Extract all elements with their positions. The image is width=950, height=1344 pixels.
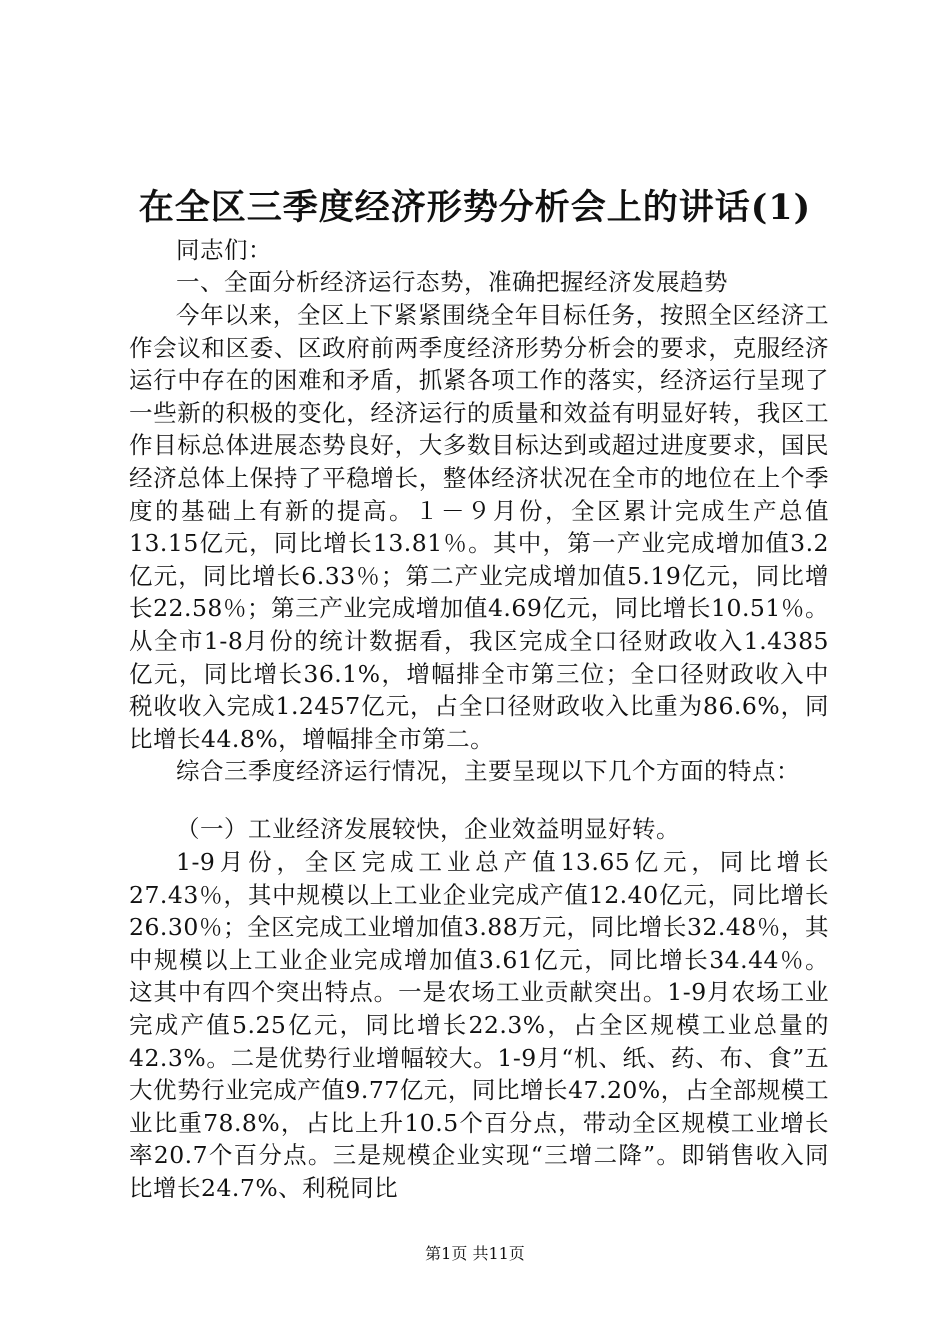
paragraph-block bbox=[129, 846, 829, 1205]
summary-block bbox=[129, 755, 829, 788]
paragraph-block bbox=[129, 299, 829, 755]
subsection-heading bbox=[129, 813, 829, 846]
paragraph-2: 1-9月份，全区完成工业总产值13.65亿元，同比增长27.43％，其中规模以上工业企业完成产值12.40亿元，同比增长26.30％；全区完成工业增加值3.88万元，同比增长32.48％，其中规模以上工业企业完成增加值3.61亿元，同比增长34.44％。这其中有四个突出特点。一是农场工业贡献突出。1-9月农场工业完成产值5.25亿元，同比增长22.3%，占全区规模工业总量的42.3%。二是优势行业增幅较大。1-9月“机、纸、药、布、食”五大优势行业完成产值9.77亿元，同比增长47.20%，占全部规模工业比重78.8%，占比上升10.5个百分点，带动全区规模工业增长率20.7个百分点。三是规模企业实现“三增二降”。即销售收入同比增长24.7%、利税同比 bbox=[129, 848, 829, 1202]
section-heading bbox=[129, 266, 829, 299]
greeting-line bbox=[129, 234, 829, 267]
paragraph-1: 今年以来，全区上下紧紧围绕全年目标任务，按照全区经济工作会议和区委、区政府前两季度经济形势分析会的要求，克服经济运行中存在的困难和矛盾，抓紧各项工作的落实，经济运行呈现了一些新的积极的变化，经济运行的质量和效益有明显好转，我区工作目标总体进展态势良好，大多数目标达到或超过进度要求，国民经济总体上保持了平稳增长，整体经济状况在全市的地位在上个季度的基础上有新的提高。１－９月份，全区累计完成生产总值13.15亿元，同比增长13.81％。其中，第一产业完成增加值3.2亿元，同比增长6.33％；第二产业完成增加值5.19亿元，同比增长22.58％；第三产业完成增加值4.69亿元，同比增长10.51％。从全市1-8月份的统计数据看，我区完成全口径财政收入1.4385亿元，同比增长36.1%，增幅排全市第三位；全口径财政收入中税收收入完成1.2457亿元，占全口径财政收入比重为86.6%，同比增长44.8%，增幅排全市第二。 bbox=[129, 301, 829, 753]
greeting-text: 同志们： bbox=[176, 236, 272, 264]
document-title: 在全区三季度经济形势分析会上的讲话(1) bbox=[138, 187, 812, 228]
subsection-1-heading: （一）工业经济发展较快，企业效益明显好转。 bbox=[176, 815, 680, 843]
page-footer: 第1页 共11页 bbox=[425, 1244, 525, 1263]
summary-line: 综合三季度经济运行情况，主要呈现以下几个方面的特点： bbox=[176, 757, 800, 785]
section-1-heading: 一、全面分析经济运行态势，准确把握经济发展趋势 bbox=[176, 268, 728, 296]
